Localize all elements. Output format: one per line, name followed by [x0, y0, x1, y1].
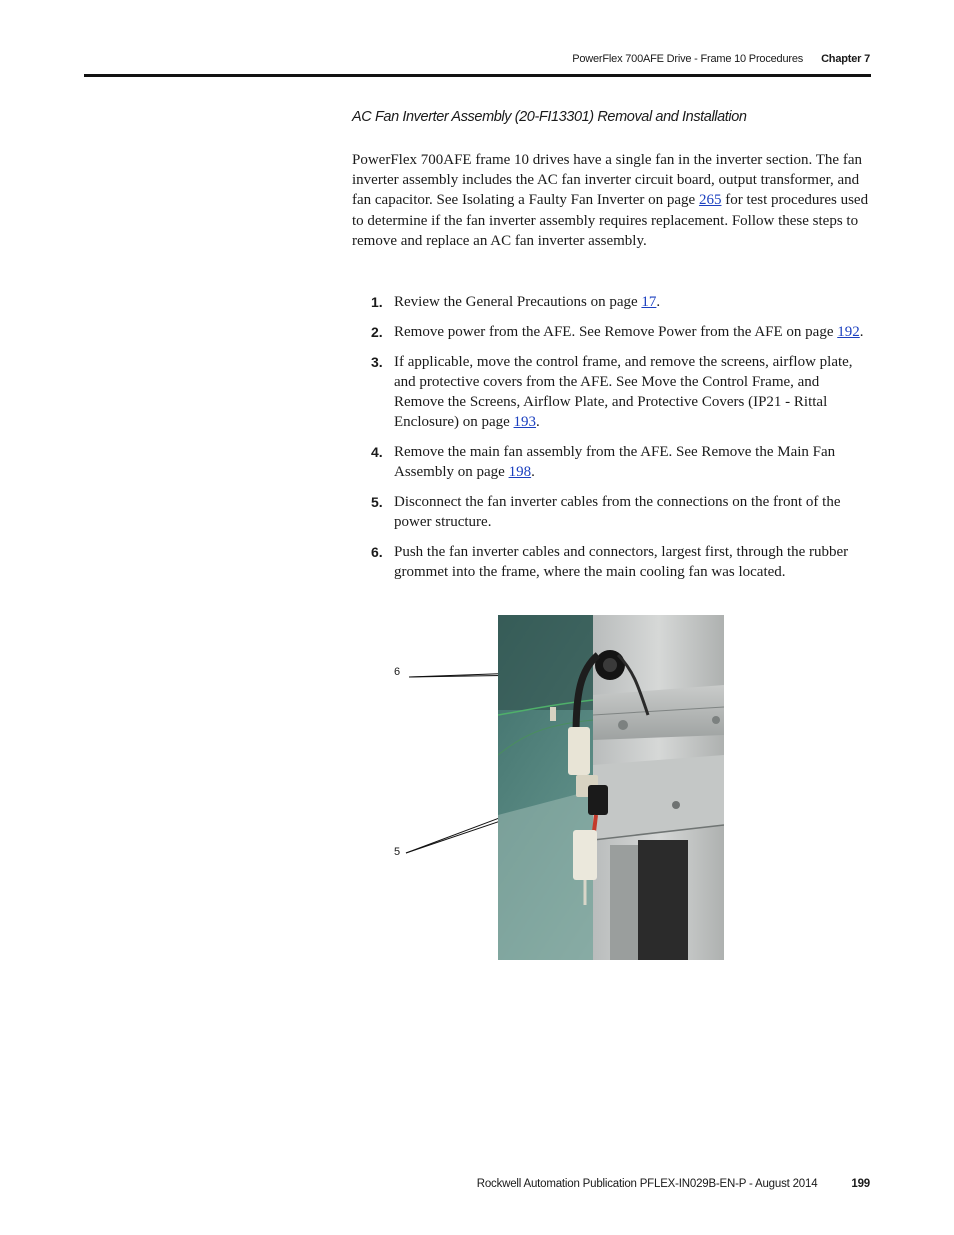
callout-6-label: 6: [394, 666, 401, 678]
page-link-192[interactable]: 192: [837, 324, 860, 340]
page-number: 199: [851, 1178, 870, 1190]
step-number: 3.: [371, 354, 383, 370]
fan-inverter-photo: [498, 615, 724, 960]
step-number: 2.: [371, 324, 383, 340]
step-text: Remove power from the AFE. See Remove Power from the AFE on page: [394, 324, 838, 340]
step-text-end: .: [536, 414, 540, 430]
step-text-end: .: [531, 464, 535, 480]
step-number: 1.: [371, 294, 383, 310]
chapter-label: Chapter 7: [821, 53, 870, 65]
publication-info: Rockwell Automation Publication PFLEX-IN029B-EN-P - August 2014: [476, 1178, 818, 1190]
intro-text-before: PowerFlex 700AFE frame 10 drives have a single fan in the inverter section. The fan inverter assembly includes the AC fan inverter circuit board, output transformer, and fan capacitor. See Isolating a Faulty Fan Inverter on page: [352, 152, 862, 209]
page-link-17[interactable]: 17: [641, 294, 657, 310]
page-link-198[interactable]: 198: [508, 464, 532, 480]
section-title: AC Fan Inverter Assembly (20-FI13301) Removal and Installation: [352, 109, 747, 125]
photo-illustration: [498, 615, 724, 960]
step-text: Remove the main fan assembly from the AFE. See Remove the Main Fan Assembly on page: [394, 444, 836, 480]
step-text: Push the fan inverter cables and connectors, largest first, through the rubber grommet into the frame, where the main cooling fan was located.: [394, 544, 849, 580]
page-link-265[interactable]: 265: [698, 192, 722, 209]
step-text-end: .: [656, 294, 661, 310]
page-link-193[interactable]: 193: [513, 414, 537, 430]
step-text-end: .: [859, 324, 864, 340]
callout-5-label: 5: [394, 846, 401, 858]
step-number: 4.: [371, 444, 383, 460]
step-number: 6.: [371, 544, 383, 560]
intro-text-after: for test procedures used to determine if the fan inverter assembly requires replacement. Follow these steps to remove and replace an AC fan inverter assembly.: [352, 192, 869, 249]
step-number: 5.: [371, 494, 383, 510]
step-text: Disconnect the fan inverter cables from the connections on the front of the power structure.: [394, 494, 841, 530]
step-text: Review the General Precautions on page: [394, 294, 642, 310]
running-title: PowerFlex 700AFE Drive - Frame 10 Procedures: [572, 53, 804, 65]
page-footer: [477, 1178, 870, 1190]
step-text: If applicable, move the control frame, and remove the screens, airflow plate, and protective covers from the AFE. See Move the Control Frame, and Remove the Screens, Airflow Plate, and Protective Covers (IP21 - Rittal Enclosure) on page: [394, 354, 853, 430]
